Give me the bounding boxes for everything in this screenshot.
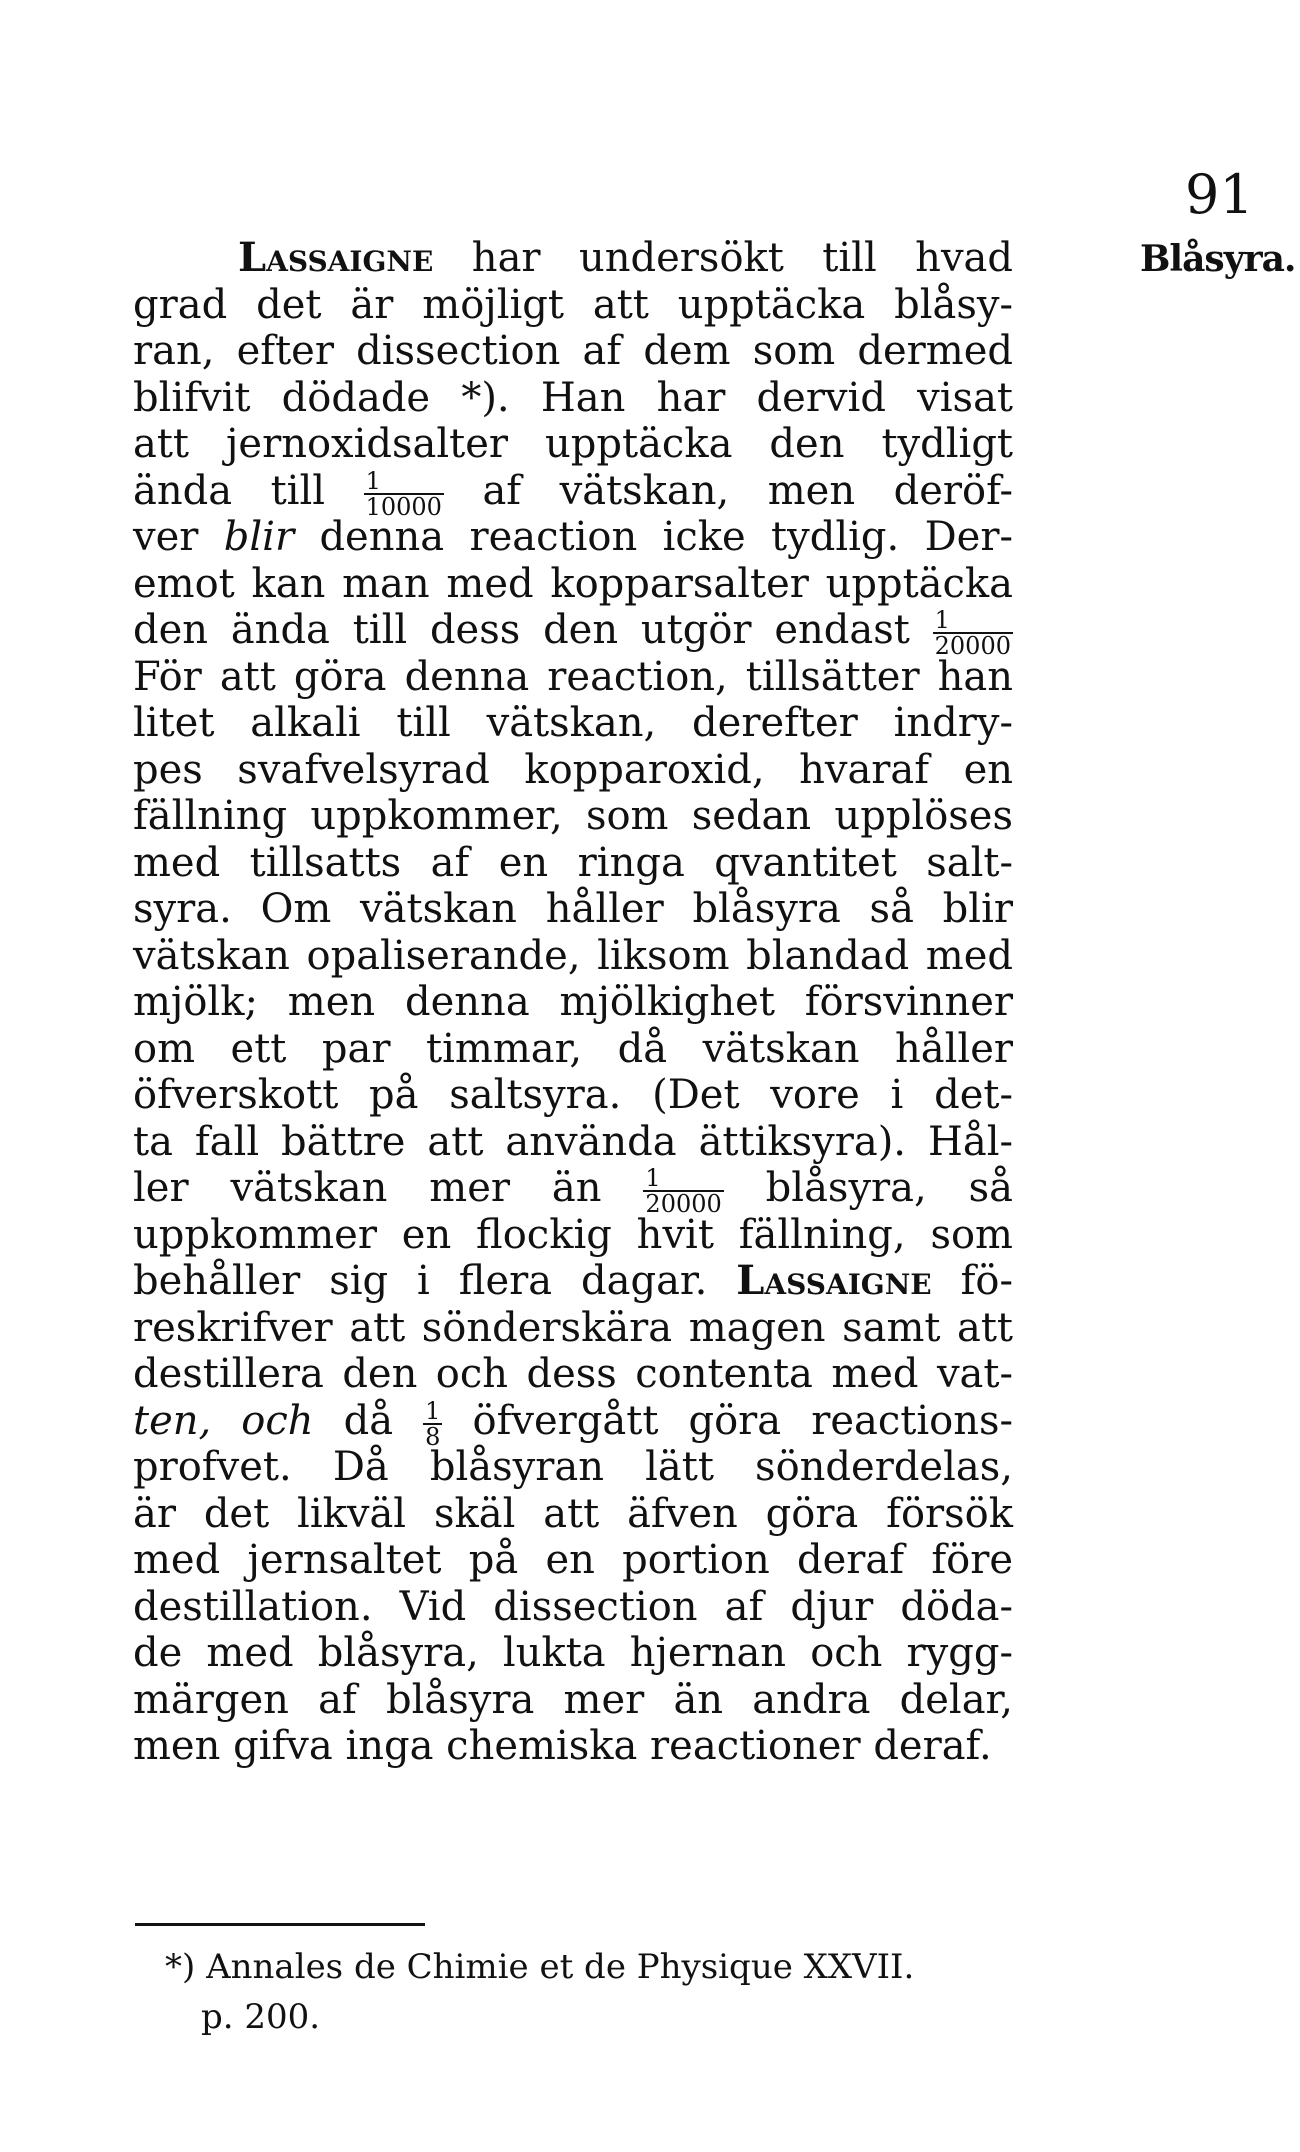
footnote-line-2: p. 200. (201, 1997, 321, 2037)
body-text (133, 235, 1013, 1770)
fraction (364, 466, 444, 521)
line-text: ända till (133, 467, 364, 514)
line-text: destillation. Vid dissection af djur döda- (133, 1583, 1013, 1630)
line-text: blifvit dödade *). Han har dervid visat (133, 374, 1013, 421)
fraction (423, 1396, 442, 1451)
text-line (133, 1584, 1013, 1631)
text-line (133, 1677, 1013, 1724)
italic-text: ten, och (133, 1397, 314, 1444)
fraction (643, 1166, 723, 1216)
text-line (133, 421, 1013, 468)
margin-note: Blåsyra. (1140, 238, 1296, 280)
line-text: mjölk; men denna mjölkighet försvinner (133, 979, 1013, 1025)
text-line (133, 886, 1013, 933)
text-line (133, 747, 1013, 794)
fraction-numerator: 1 (643, 1166, 723, 1192)
line-text: om ett par timmar, då vätskan håller (133, 1025, 1013, 1072)
line-text: reskrifver att sönderskära magen samt att (133, 1304, 1013, 1351)
text-line (133, 1164, 1014, 1218)
text-line (133, 561, 1013, 608)
line-text: vätskan opaliserande, liksom blandad med (133, 932, 1013, 979)
text-line (133, 1444, 1013, 1491)
fraction (933, 608, 1013, 658)
footnote-rule (135, 1923, 425, 1926)
line-text: blåsyra, så (723, 1165, 1014, 1211)
line-text: öfverskott på saltsyra. (Det vore i det- (133, 1072, 1013, 1118)
line-text: ta fall bättre att använda ättiksyra). Hål- (133, 1118, 1013, 1165)
line-text: med tillsatts af en ringa qvantitet salt- (133, 839, 1013, 886)
page-number: 91 (1185, 163, 1254, 226)
line-text: är det likväl skäl att äfven göra försök (133, 1490, 1013, 1537)
line-text: destillera den och dess contenta med vat- (133, 1351, 1013, 1397)
line-text: men gifva inga chemiska reactioner deraf. (133, 1723, 992, 1769)
text-line (133, 375, 1013, 422)
text-line (133, 606, 1013, 660)
fraction-denominator: 10000 (365, 492, 442, 521)
italic-text: blir (223, 514, 295, 560)
text-line (133, 1026, 1013, 1073)
line-text: denna reaction icke tydlig. Der- (294, 514, 1013, 560)
line-text: litet alkali till vätskan, derefter indry- (133, 700, 1013, 746)
line-text: att jernoxidsalter upptäcka den tydligt (133, 421, 1013, 467)
line-text: då (313, 1397, 424, 1444)
text-line (133, 1723, 1013, 1770)
text-line (133, 235, 1013, 282)
text-line (133, 793, 1013, 840)
text-line (133, 840, 1013, 887)
line-text: uppkommer en flockig hvit fällning, som (133, 1211, 1013, 1258)
line-text: emot kan man med kopparsalter upptäcka (133, 560, 1013, 607)
line-text: För att göra denna reaction, tillsätter han (133, 653, 1013, 700)
text-line (133, 282, 1013, 329)
footnote-line-1: *) Annales de Chimie et de Physique XXVII. (165, 1947, 915, 1987)
text-line (133, 1212, 1013, 1259)
fraction-denominator: 8 (425, 1422, 441, 1451)
author-name: Lassaigne (238, 234, 434, 281)
line-text: grad det är möjligt att upptäcka blåsy- (133, 281, 1013, 328)
text-line (133, 1305, 1013, 1352)
text-line (133, 933, 1013, 980)
text-line (133, 700, 1013, 747)
line-text: med jernsaltet på en portion deraf före (133, 1537, 1013, 1583)
line-text: ver (133, 514, 224, 560)
footnote (165, 1942, 914, 2042)
text-line (133, 1072, 1013, 1119)
text-line (133, 1537, 1013, 1584)
line-text: profvet. Då blåsyran lätt sönderdelas, (133, 1444, 1013, 1490)
fraction-numerator: 1 (364, 469, 444, 495)
text-line (133, 654, 1013, 701)
fraction-numerator: 1 (933, 608, 1013, 634)
line-text: fö- (931, 1258, 1013, 1304)
text-line (133, 979, 1013, 1026)
text-line (133, 466, 1013, 521)
line-text: ler vätskan mer än (133, 1165, 644, 1211)
text-line (133, 1119, 1013, 1166)
line-text: den ända till dess den utgör endast (133, 607, 933, 653)
line-text: har undersökt till hvad (433, 235, 1013, 281)
line-text: behåller sig i flera dagar. (133, 1258, 737, 1304)
author-name: Lassaigne (736, 1257, 932, 1304)
line-text: fällning uppkommer, som sedan upplöses (133, 793, 1013, 839)
fraction-denominator: 20000 (934, 632, 1011, 660)
line-text: ran, efter dissection af dem som dermed (133, 328, 1013, 374)
text-line (133, 1396, 1013, 1451)
line-text: märgen af blåsyra mer än andra delar, (133, 1676, 1013, 1723)
text-line (133, 514, 1013, 561)
line-text: af vätskan, men deröf- (443, 467, 1013, 514)
text-line (133, 1258, 1013, 1305)
fraction-numerator: 1 (425, 1396, 441, 1425)
text-line (133, 1630, 1013, 1677)
text-line (133, 1351, 1013, 1398)
text-line (133, 328, 1013, 375)
line-text: pes svafvelsyrad kopparoxid, hvaraf en (133, 746, 1013, 793)
fraction-denominator: 20000 (645, 1190, 722, 1218)
text-line (133, 1491, 1013, 1538)
line-text: de med blåsyra, lukta hjernan och rygg- (133, 1630, 1013, 1676)
line-text: öfvergått göra reactions- (442, 1397, 1013, 1444)
line-text: syra. Om vätskan håller blåsyra så blir (133, 886, 1013, 932)
